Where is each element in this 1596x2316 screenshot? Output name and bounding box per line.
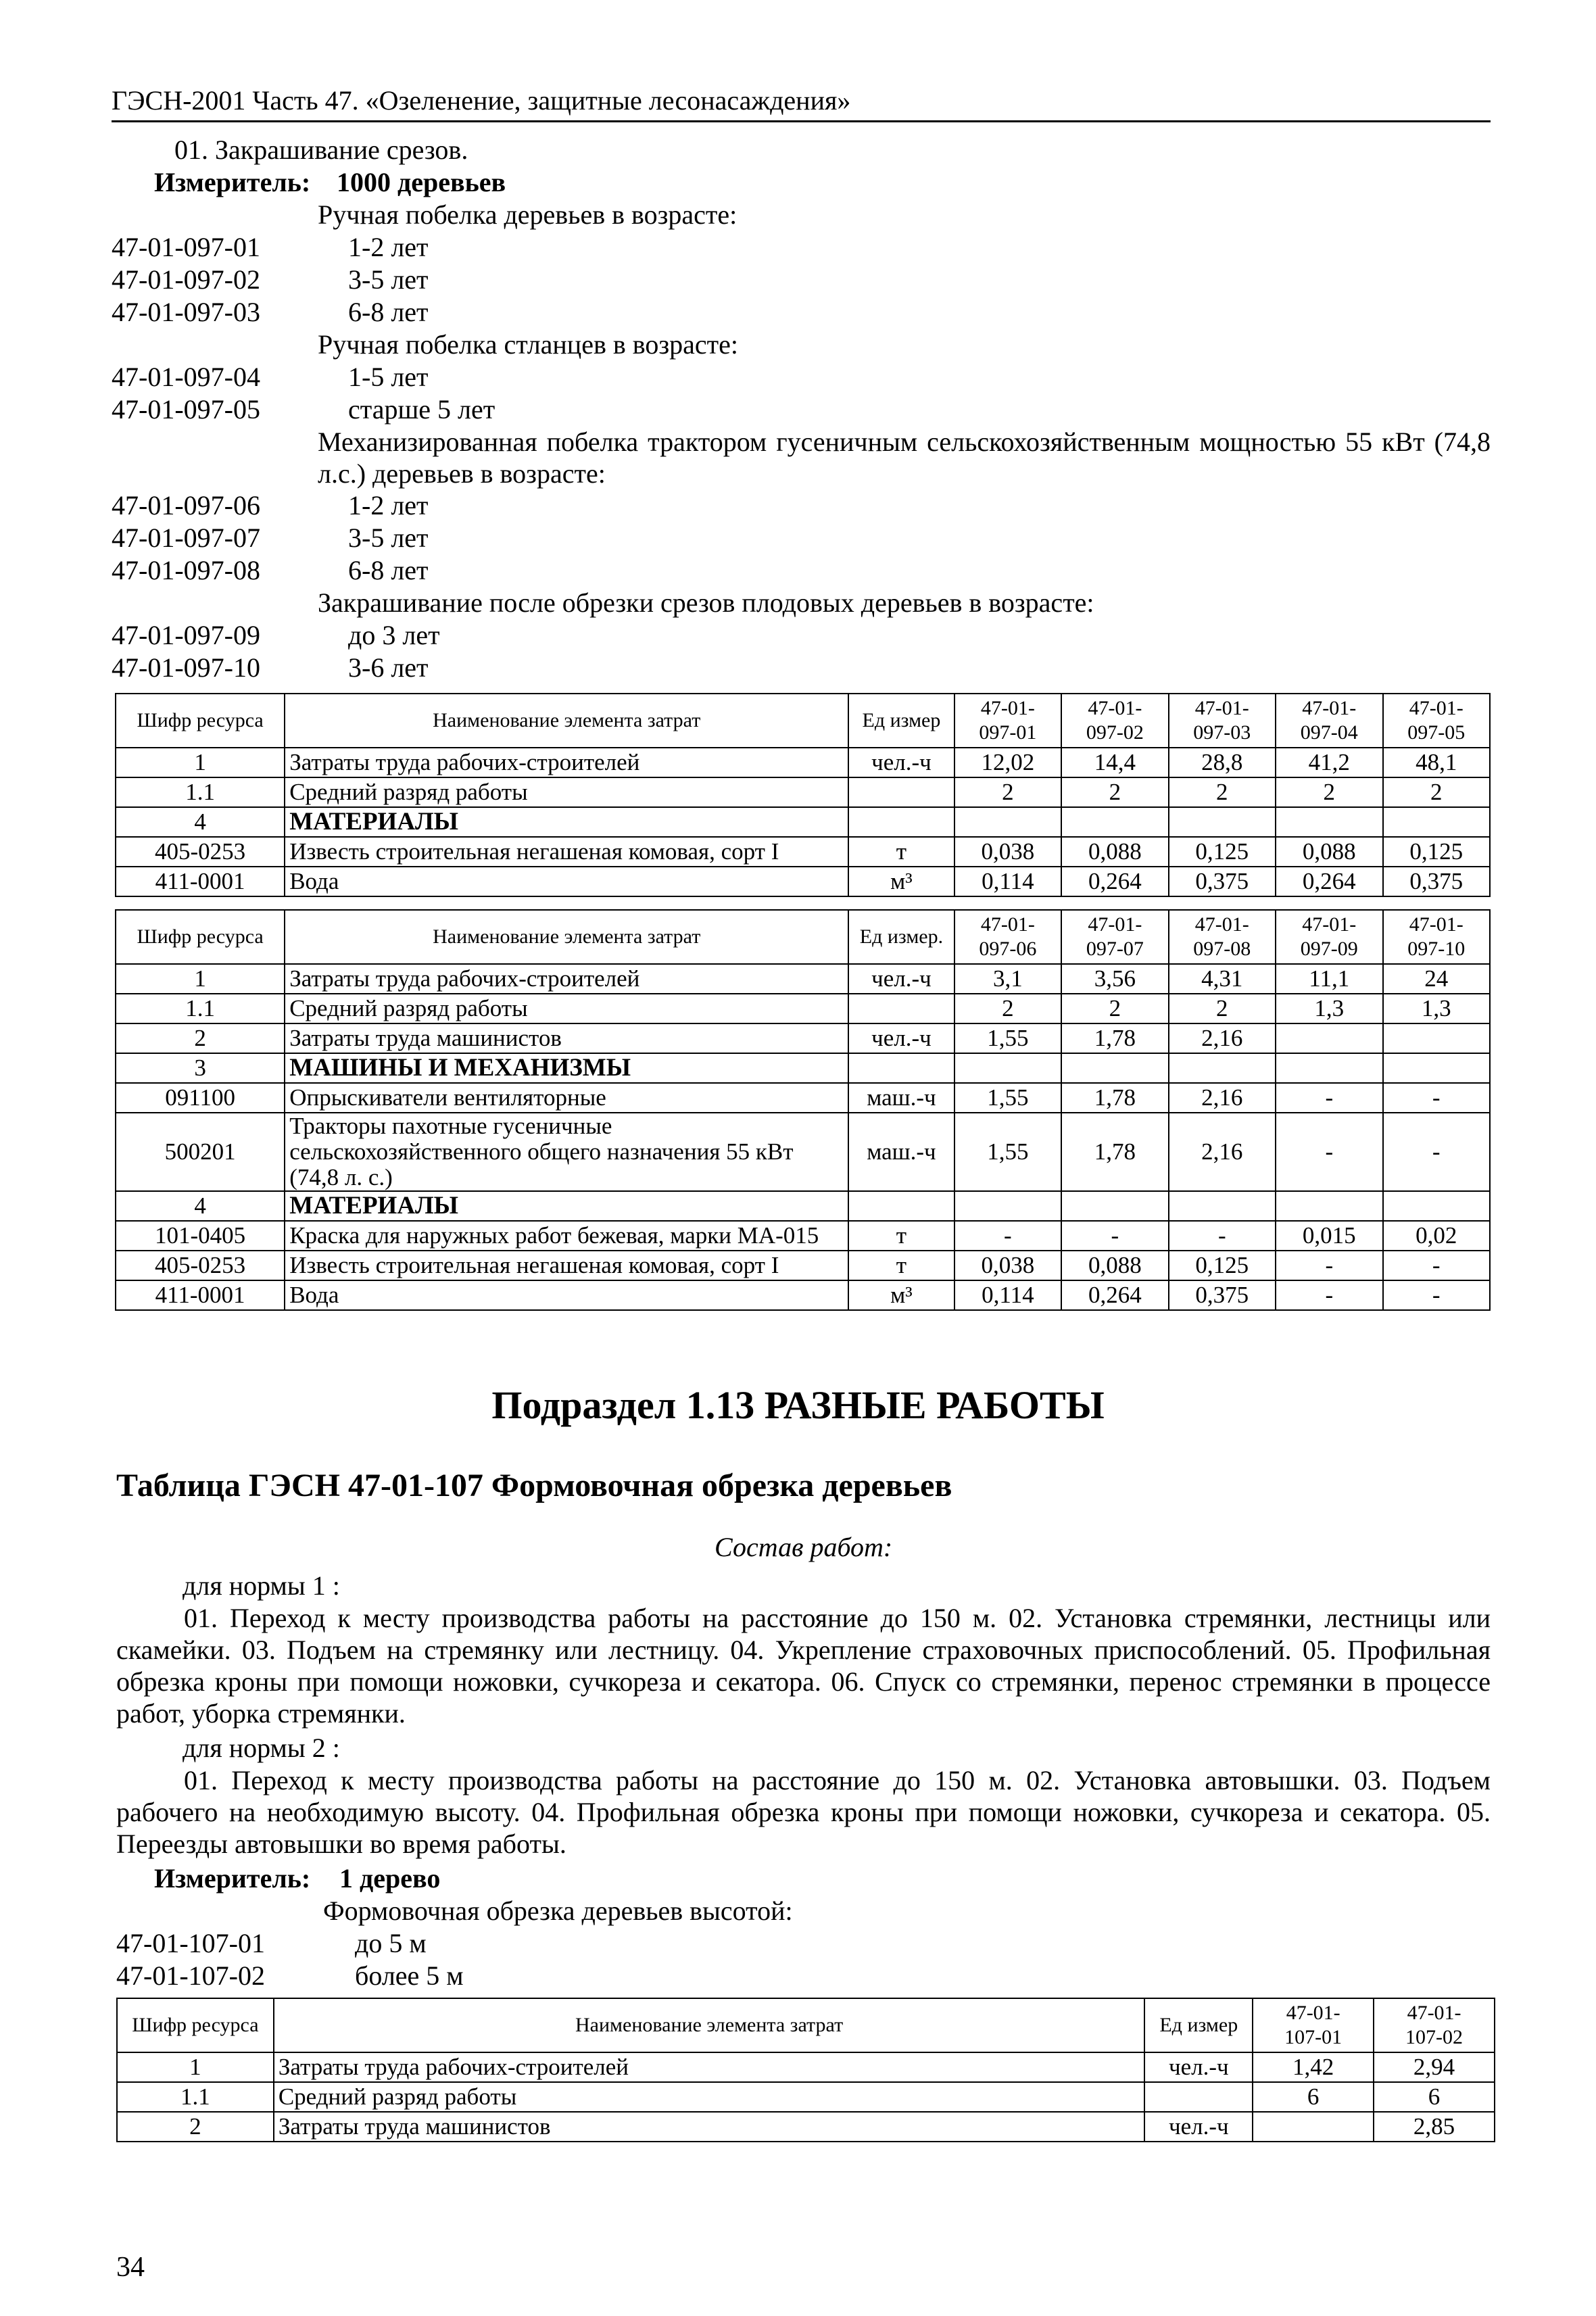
norm-value: - — [1169, 1221, 1276, 1251]
norm-value: 6 — [1253, 2082, 1374, 2112]
table-row — [116, 1191, 1490, 1221]
norm-value — [1276, 1023, 1382, 1053]
norm-value — [1276, 807, 1382, 837]
norm-value: 1,42 — [1253, 2052, 1374, 2082]
cost-element-name: Вода — [285, 867, 848, 896]
norm-value — [1061, 807, 1168, 837]
unit: чел.-ч — [848, 748, 954, 777]
column-header: 47-01- 097-08 — [1169, 910, 1276, 964]
norm-value: - — [1276, 1083, 1382, 1113]
column-header: 47-01- 107-01 — [1253, 1998, 1374, 2052]
cost-element-name: Известь строительная негашеная комовая, сорт I — [285, 837, 848, 867]
norm-value: 1,3 — [1276, 994, 1382, 1023]
table-row — [116, 964, 1490, 994]
norm-code: 47-01-097-08 — [112, 555, 260, 585]
norm-code: 47-01-107-02 — [116, 1960, 265, 1991]
norm-value: 0,375 — [1383, 867, 1491, 896]
norm-code: 47-01-097-09 — [112, 620, 260, 650]
norm-value: - — [1276, 1113, 1382, 1191]
norm-value — [954, 807, 1061, 837]
column-header: 47-01- 097-04 — [1276, 694, 1382, 748]
column-header: 47-01- 097-02 — [1061, 694, 1168, 748]
norm-text: до 3 лет — [348, 620, 440, 650]
norm-value: 0,264 — [1061, 867, 1168, 896]
unit: маш.-ч — [848, 1083, 954, 1113]
norm-value: 2 — [1169, 994, 1276, 1023]
table-header-row — [116, 694, 1490, 748]
unit — [848, 1053, 954, 1083]
measure-value: 1 дерево — [339, 1863, 441, 1893]
table-header-row — [117, 1998, 1495, 2052]
norm-code: 47-01-097-04 — [112, 362, 260, 392]
cost-element-name: Затраты труда машинистов — [285, 1023, 848, 1053]
table-row — [117, 2112, 1495, 2142]
cost-element-name: МАТЕРИАЛЫ — [285, 1191, 848, 1221]
norm-value: - — [954, 1221, 1061, 1251]
norm-value — [954, 1191, 1061, 1221]
resource-code: 411-0001 — [116, 867, 285, 896]
cost-element-name: Затраты труда рабочих-строителей — [274, 2052, 1145, 2082]
norm-text: 3-5 лет — [348, 523, 429, 553]
group-title: Закрашивание после обрезки срезов плодовых деревьев в возрасте: — [318, 587, 1094, 618]
work-composition-title: Состав работ: — [715, 1532, 893, 1562]
resource-code: 101-0405 — [116, 1221, 285, 1251]
measure-label: Измеритель: — [154, 1863, 311, 1893]
norm-value: 0,375 — [1169, 867, 1276, 896]
resource-code: 1 — [116, 748, 285, 777]
resource-code: 500201 — [116, 1113, 285, 1191]
norm-value: 48,1 — [1383, 748, 1491, 777]
norm-value — [1169, 1053, 1276, 1083]
measure-label: Измеритель: — [154, 167, 311, 197]
norm-value — [954, 1053, 1061, 1083]
norm-value: 1,55 — [954, 1113, 1061, 1191]
cost-element-name: Затраты труда машинистов — [274, 2112, 1145, 2142]
table-row — [116, 807, 1490, 837]
norm-value: 2,16 — [1169, 1023, 1276, 1053]
norm-value: 14,4 — [1061, 748, 1168, 777]
group-title: Ручная побелка деревьев в возрасте: — [318, 199, 737, 230]
page-number: 34 — [116, 2252, 145, 2283]
norm-code: 47-01-097-01 — [112, 232, 260, 262]
cost-element-name: Средний разряд работы — [274, 2082, 1145, 2112]
column-header: 47-01- 097-05 — [1383, 694, 1491, 748]
resource-table-107 — [116, 1998, 1495, 2142]
unit: чел.-ч — [848, 964, 954, 994]
norm2-description: 01. Переход к месту производства работы на расстояние до 150 м. 02. Установка автовышки. 03. Подъем рабочего на необходимую высоту. 04. Профильная обрезка кроны при помощи ножовки, сучкореза и секатора. 05. Переезды автовышки во время работы. — [116, 1765, 1491, 1859]
norm-value: 2 — [1061, 994, 1168, 1023]
table-row — [116, 1221, 1490, 1251]
norm-text: более 5 м — [355, 1960, 464, 1991]
cost-element-name: Средний разряд работы — [285, 777, 848, 807]
norm-value: 24 — [1383, 964, 1491, 994]
unit — [848, 994, 954, 1023]
cost-element-name: Опрыскиватели вентиляторные — [285, 1083, 848, 1113]
cost-element-name: МАШИНЫ И МЕХАНИЗМЫ — [285, 1053, 848, 1083]
column-header: Шифр ресурса — [116, 910, 285, 964]
norm-value — [1253, 2112, 1374, 2142]
norm-value: 0,264 — [1061, 1280, 1168, 1310]
norm-code: 47-01-097-07 — [112, 523, 260, 553]
column-header: Ед измер — [848, 694, 954, 748]
norm-value — [1169, 807, 1276, 837]
norm-text: до 5 м — [355, 1928, 427, 1958]
norm-value: 4,31 — [1169, 964, 1276, 994]
table-row — [116, 994, 1490, 1023]
unit — [848, 1191, 954, 1221]
norm-value: 0,375 — [1169, 1280, 1276, 1310]
norm-code: 47-01-097-05 — [112, 394, 260, 425]
resource-table-097-01-05 — [115, 693, 1491, 897]
resource-code: 4 — [116, 1191, 285, 1221]
column-header: Наименование элемента затрат — [285, 910, 848, 964]
unit — [848, 807, 954, 837]
norm-text: 3-6 лет — [348, 652, 429, 683]
resource-code: 411-0001 — [116, 1280, 285, 1310]
group-title: Ручная побелка стланцев в возрасте: — [318, 329, 739, 360]
norm-value — [1383, 1191, 1491, 1221]
norm-value: 2 — [1276, 777, 1382, 807]
norm-value: 1,3 — [1383, 994, 1491, 1023]
unit: чел.-ч — [1144, 2052, 1253, 2082]
column-header: Ед измер — [1144, 1998, 1253, 2052]
running-header: ГЭСН-2001 Часть 47. «Озеленение, защитные лесонасаждения» — [112, 85, 851, 116]
norm-text: 1-2 лет — [348, 490, 429, 521]
norm-value — [1169, 1191, 1276, 1221]
norm-value: 11,1 — [1276, 964, 1382, 994]
norm-text: 3-5 лет — [348, 264, 429, 295]
resource-code: 1.1 — [116, 994, 285, 1023]
norm-value: 41,2 — [1276, 748, 1382, 777]
norm-value: - — [1383, 1280, 1491, 1310]
table-row — [116, 748, 1490, 777]
table-row — [117, 2082, 1495, 2112]
table-row — [116, 1023, 1490, 1053]
unit: маш.-ч — [848, 1113, 954, 1191]
column-header: 47-01- 107-02 — [1374, 1998, 1495, 2052]
column-header: 47-01- 097-01 — [954, 694, 1061, 748]
norm-code: 47-01-097-02 — [112, 264, 260, 295]
unit: чел.-ч — [848, 1023, 954, 1053]
norm-value: - — [1061, 1221, 1168, 1251]
norm-code: 47-01-107-01 — [116, 1928, 265, 1958]
table-title: Таблица ГЭСН 47-01-107 Формовочная обрезка деревьев — [116, 1468, 952, 1503]
norm-value: 1,78 — [1061, 1023, 1168, 1053]
measure-value: 1000 деревьев — [337, 167, 506, 197]
norm-value: 0,038 — [954, 1251, 1061, 1280]
cost-element-name: Затраты труда рабочих-строителей — [285, 748, 848, 777]
norm-value: 1,78 — [1061, 1083, 1168, 1113]
group-title: Формовочная обрезка деревьев высотой: — [323, 1896, 793, 1926]
unit: чел.-ч — [1144, 2112, 1253, 2142]
norm-value — [1383, 1023, 1491, 1053]
resource-code: 091100 — [116, 1083, 285, 1113]
column-header: 47-01- 097-10 — [1383, 910, 1491, 964]
norm-value: 2 — [1061, 777, 1168, 807]
norm-value: - — [1383, 1113, 1491, 1191]
norm-value: 2 — [954, 777, 1061, 807]
norm-text: 6-8 лет — [348, 297, 429, 327]
norm-value: 0,088 — [1061, 1251, 1168, 1280]
norm-value: 1,55 — [954, 1083, 1061, 1113]
norm-value: 2 — [1383, 777, 1491, 807]
resource-code: 3 — [116, 1053, 285, 1083]
norm-value: 0,125 — [1169, 837, 1276, 867]
resource-table-097-06-10 — [115, 909, 1491, 1311]
norm-code: 47-01-097-10 — [112, 652, 260, 683]
table-row — [116, 837, 1490, 867]
column-header: Шифр ресурса — [117, 1998, 274, 2052]
norm-value: 1,55 — [954, 1023, 1061, 1053]
group-title: Механизированная побелка трактором гусеничным сельскохозяйственным мощностью 55 кВт (74,8 л.с.) деревьев в возрасте: — [318, 427, 1491, 489]
table-header-row — [116, 910, 1490, 964]
norm-value: 2 — [954, 994, 1061, 1023]
unit: м³ — [848, 867, 954, 896]
cost-element-name: Вода — [285, 1280, 848, 1310]
norm-text: 1-2 лет — [348, 232, 429, 262]
unit — [1144, 2082, 1253, 2112]
norm-value: 0,015 — [1276, 1221, 1382, 1251]
norm-code: 47-01-097-03 — [112, 297, 260, 327]
table-row — [116, 1280, 1490, 1310]
unit: т — [848, 837, 954, 867]
norm-value: 1,78 — [1061, 1113, 1168, 1191]
norm-value — [1383, 1053, 1491, 1083]
norm-value: 0,088 — [1061, 837, 1168, 867]
norm-value: - — [1383, 1251, 1491, 1280]
norm-value: 0,114 — [954, 1280, 1061, 1310]
norm-value: 2,16 — [1169, 1083, 1276, 1113]
column-header: 47-01- 097-07 — [1061, 910, 1168, 964]
norm-value: 12,02 — [954, 748, 1061, 777]
norm-value — [1276, 1053, 1382, 1083]
norm-value — [1061, 1053, 1168, 1083]
norm-value: - — [1383, 1083, 1491, 1113]
norm-value — [1383, 807, 1491, 837]
resource-code: 405-0253 — [116, 1251, 285, 1280]
norm-value: 2,85 — [1374, 2112, 1495, 2142]
cost-element-name: Краска для наружных работ бежевая, марки МА-015 — [285, 1221, 848, 1251]
section-title: Подраздел 1.13 РАЗНЫЕ РАБОТЫ — [491, 1383, 1105, 1427]
table-row — [116, 867, 1490, 896]
unit: т — [848, 1221, 954, 1251]
norm-value: 2 — [1169, 777, 1276, 807]
column-header: Шифр ресурса — [116, 694, 285, 748]
norm1-label: для нормы 1 : — [183, 1570, 340, 1601]
cost-element-name: Известь строительная негашеная комовая, сорт I — [285, 1251, 848, 1280]
resource-code: 2 — [116, 1023, 285, 1053]
norm-text: 1-5 лет — [348, 362, 429, 392]
resource-code: 1.1 — [116, 777, 285, 807]
column-header: 47-01- 097-09 — [1276, 910, 1382, 964]
table-row — [116, 1251, 1490, 1280]
resource-code: 405-0253 — [116, 837, 285, 867]
cost-element-name: Затраты труда рабочих-строителей — [285, 964, 848, 994]
norm-value: 0,125 — [1169, 1251, 1276, 1280]
norm-value: 3,56 — [1061, 964, 1168, 994]
norm-value: 2,16 — [1169, 1113, 1276, 1191]
norm1-description: 01. Переход к месту производства работы на расстояние до 150 м. 02. Установка стремянки, лестницы или скамейки. 03. Подъем на стремянку или лестницу. 04. Укрепление страховочных приспособлений. 05. Профильная обрезка кроны при помощи ножовки, сучкореза и секатора. 06. Спуск со стремянки, перенос стремянки в процессе работ, уборка стремянки. — [116, 1603, 1491, 1729]
column-header: Наименование элемента затрат — [285, 694, 848, 748]
norm-value: 2,94 — [1374, 2052, 1495, 2082]
norm-value: 0,125 — [1383, 837, 1491, 867]
resource-code: 4 — [116, 807, 285, 837]
cost-element-name: Средний разряд работы — [285, 994, 848, 1023]
norm-text: старше 5 лет — [348, 394, 495, 425]
cost-element-name: Тракторы пахотные гусеничные сельскохозяйственного общего назначения 55 кВт (74,8 л. с.) — [285, 1113, 848, 1191]
norm-value: 3,1 — [954, 964, 1061, 994]
norm-value: 0,264 — [1276, 867, 1382, 896]
cost-element-name: МАТЕРИАЛЫ — [285, 807, 848, 837]
column-header: Наименование элемента затрат — [274, 1998, 1145, 2052]
work-step-intro: 01. Закрашивание срезов. — [174, 135, 468, 165]
column-header: 47-01- 097-06 — [954, 910, 1061, 964]
column-header: 47-01- 097-03 — [1169, 694, 1276, 748]
table-row — [116, 1083, 1490, 1113]
table-row — [116, 1113, 1490, 1191]
norm-code: 47-01-097-06 — [112, 490, 260, 521]
norm-value — [1061, 1191, 1168, 1221]
resource-code: 1.1 — [117, 2082, 274, 2112]
unit — [848, 777, 954, 807]
header-rule — [112, 120, 1491, 122]
norm-value: 0,114 — [954, 867, 1061, 896]
norm-value: 0,02 — [1383, 1221, 1491, 1251]
norm-value: 0,038 — [954, 837, 1061, 867]
table-row — [116, 1053, 1490, 1083]
unit: м³ — [848, 1280, 954, 1310]
norm-text: 6-8 лет — [348, 555, 429, 585]
norm2-label: для нормы 2 : — [183, 1733, 340, 1763]
norm-value: - — [1276, 1251, 1382, 1280]
norm-value — [1276, 1191, 1382, 1221]
norm-value: 6 — [1374, 2082, 1495, 2112]
norm-value: 0,088 — [1276, 837, 1382, 867]
column-header: Ед измер. — [848, 910, 954, 964]
resource-code: 2 — [117, 2112, 274, 2142]
unit: т — [848, 1251, 954, 1280]
resource-code: 1 — [117, 2052, 274, 2082]
norm-value: - — [1276, 1280, 1382, 1310]
table-row — [117, 2052, 1495, 2082]
table-row — [116, 777, 1490, 807]
norm-value: 28,8 — [1169, 748, 1276, 777]
resource-code: 1 — [116, 964, 285, 994]
